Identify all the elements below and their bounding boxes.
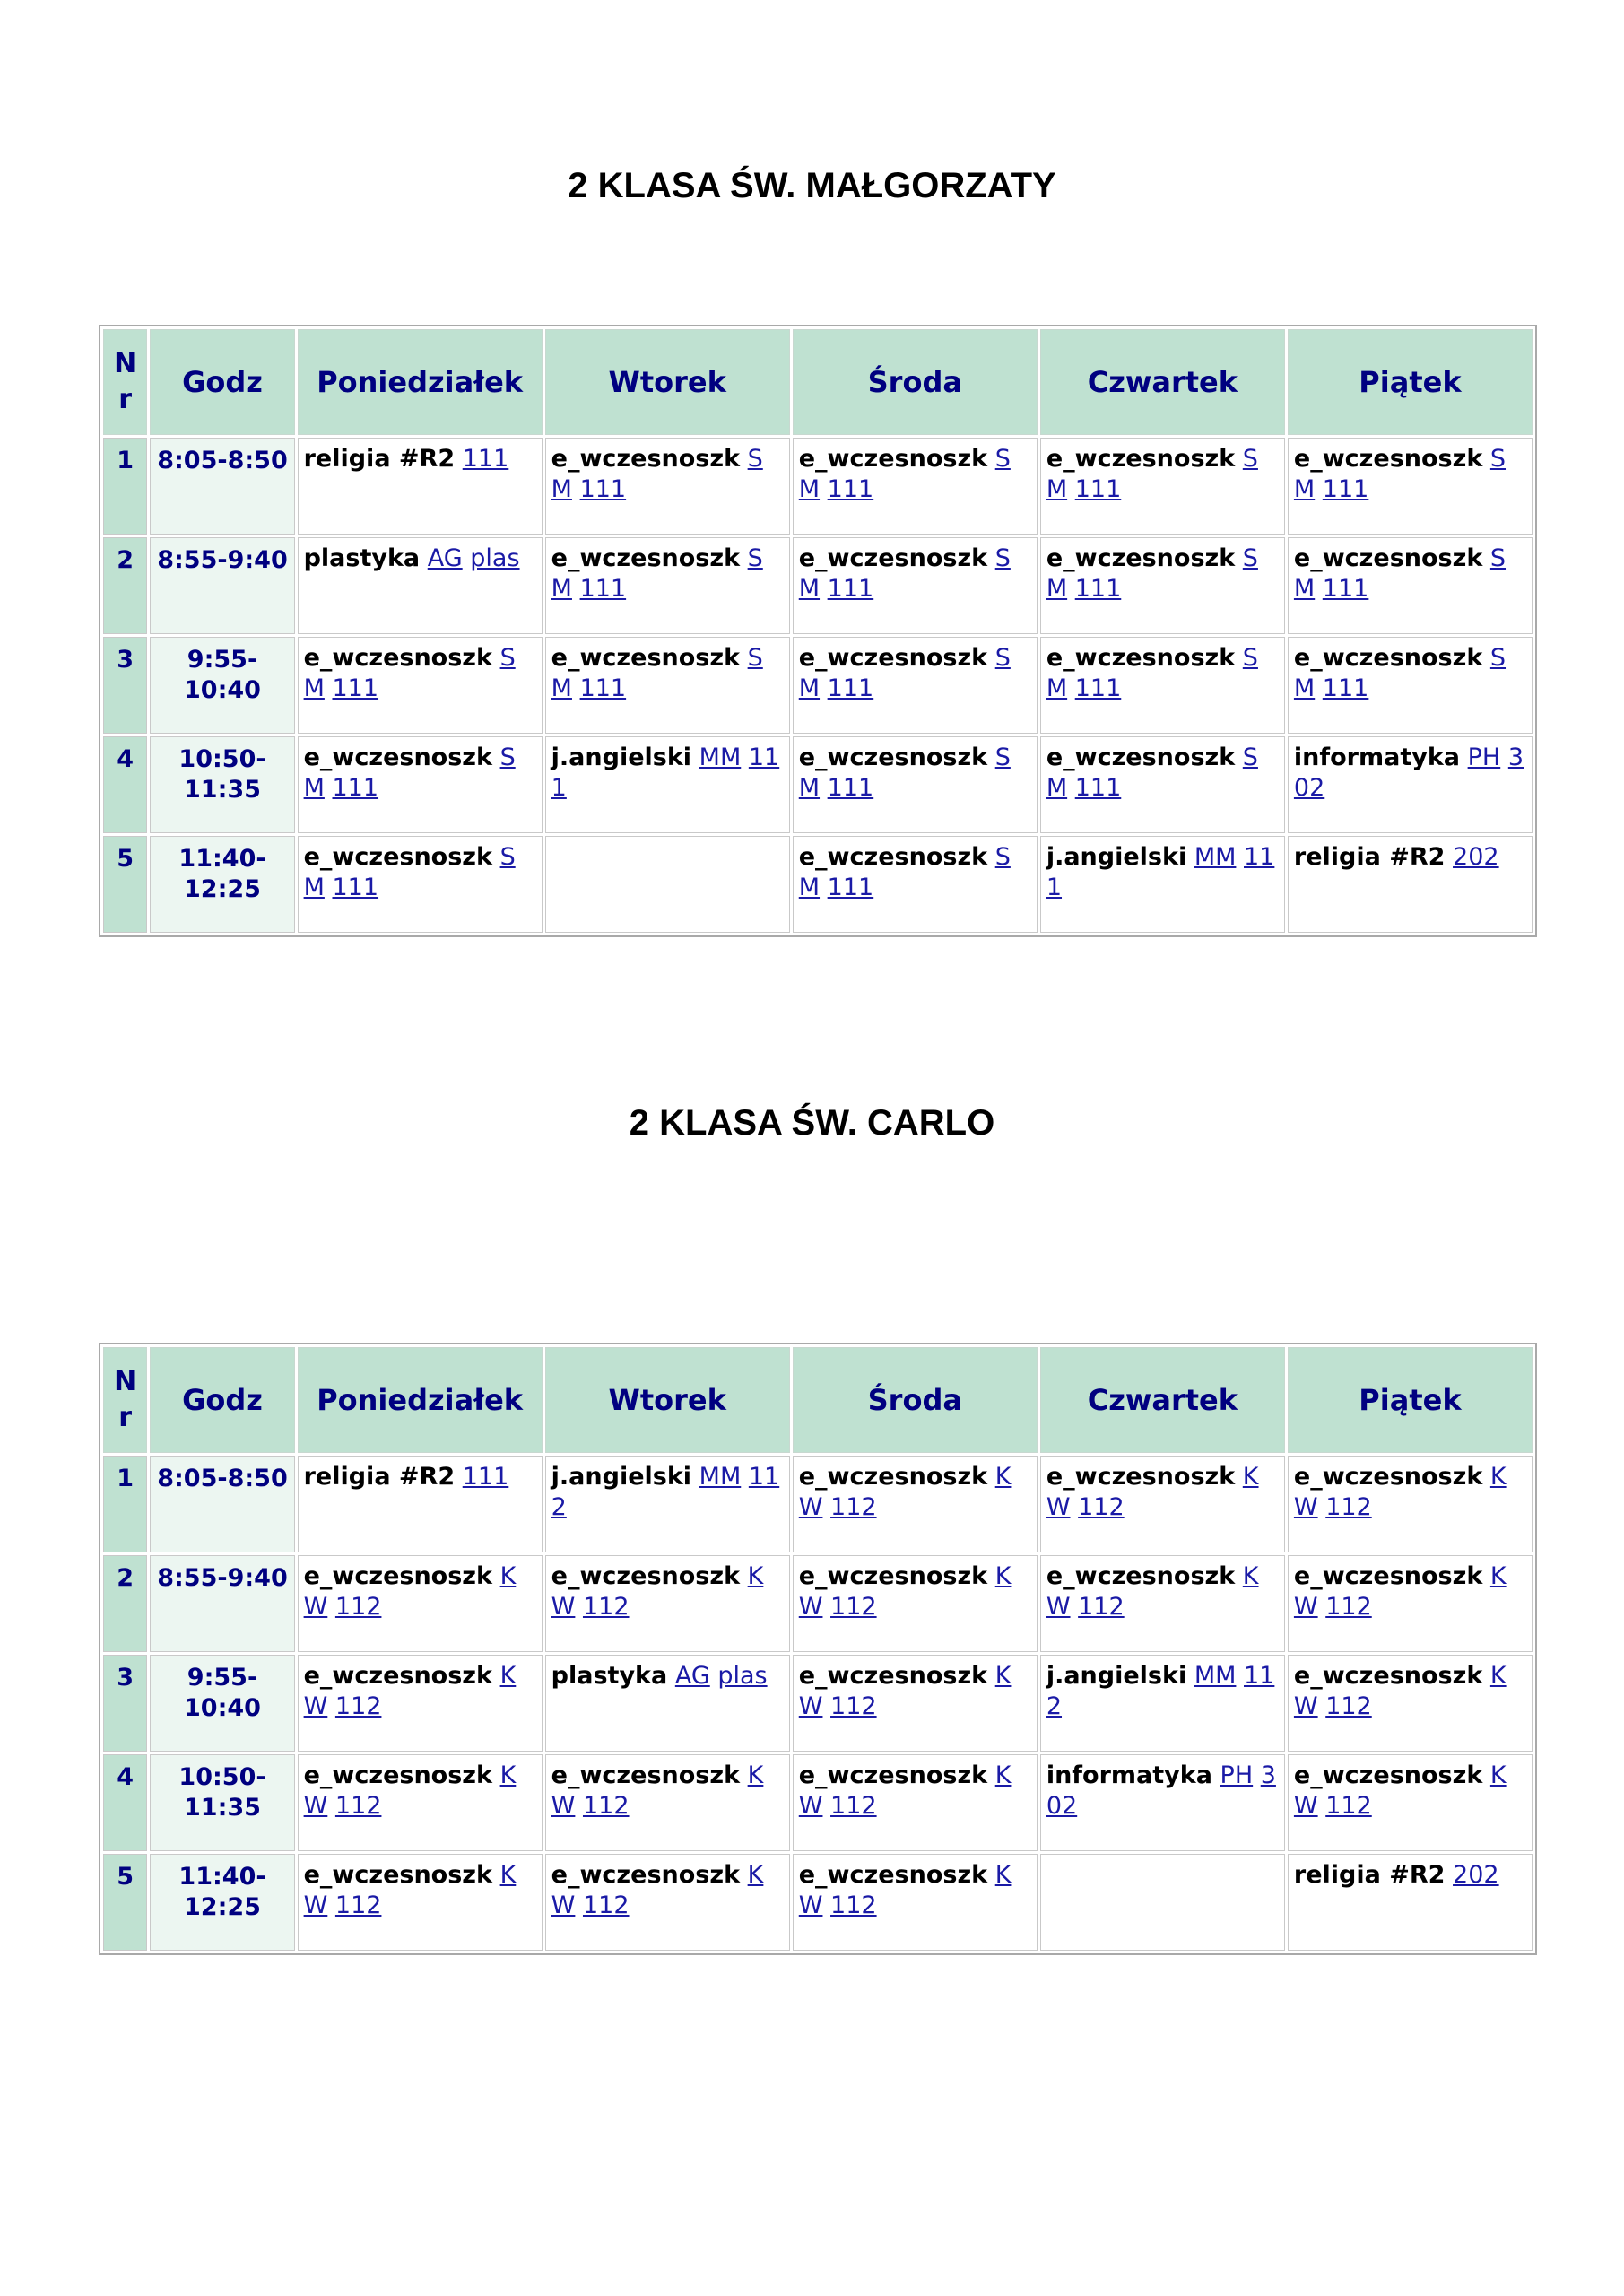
room-link[interactable]: 302	[1293, 744, 1524, 802]
room-link[interactable]: 112	[334, 1892, 382, 1919]
header-row	[103, 1347, 1533, 1453]
room-link[interactable]: 111	[579, 575, 627, 603]
room-link[interactable]: 112	[551, 1463, 780, 1521]
teacher-link[interactable]: SM	[1293, 544, 1507, 603]
subject-name: e_wczesnoszk	[1293, 644, 1483, 672]
teacher-link[interactable]: SM	[303, 644, 516, 702]
lesson-cell	[1288, 637, 1533, 734]
table-row	[103, 1456, 1533, 1552]
lesson-time: 11:40-12:25	[150, 1854, 294, 1951]
subject-name: e_wczesnoszk	[798, 744, 988, 771]
subject-name: informatyka	[1293, 744, 1461, 771]
subject-name: e_wczesnoszk	[1046, 544, 1236, 572]
teacher-link[interactable]: KW	[551, 1861, 764, 1919]
room-link[interactable]: 111	[827, 774, 874, 802]
room-link[interactable]: plas	[470, 544, 520, 572]
room-link[interactable]: 112	[830, 1892, 877, 1919]
subject-name: e_wczesnoszk	[303, 644, 492, 672]
teacher-link[interactable]: KW	[551, 1562, 764, 1621]
column-header: Środa	[793, 1347, 1038, 1453]
lesson-cell	[298, 438, 543, 535]
lesson-cell	[793, 1854, 1038, 1951]
teacher-link[interactable]: SM	[1293, 445, 1507, 503]
table-row	[103, 438, 1533, 535]
table-row	[103, 1655, 1533, 1752]
teacher-link[interactable]: MM	[1194, 1662, 1237, 1690]
room-link[interactable]: 111	[1322, 475, 1369, 503]
room-link[interactable]: 112	[1325, 1493, 1372, 1521]
teacher-link[interactable]: SM	[1046, 644, 1258, 702]
lesson-cell	[545, 1555, 790, 1652]
subject-name: e_wczesnoszk	[798, 1861, 988, 1889]
subject-name: e_wczesnoszk	[551, 544, 741, 572]
subject-name: e_wczesnoszk	[551, 1761, 741, 1789]
lesson-time: 9:55-10:40	[150, 1655, 294, 1752]
subject-name: e_wczesnoszk	[303, 1761, 492, 1789]
room-link[interactable]: 111	[1074, 774, 1122, 802]
lesson-number: 4	[103, 736, 147, 833]
lesson-cell	[298, 1854, 543, 1951]
teacher-link[interactable]: SM	[1293, 644, 1507, 702]
table-row	[103, 1555, 1533, 1652]
subject-name: j.angielski	[551, 1463, 692, 1491]
subject-name: plastyka	[303, 544, 421, 572]
teacher-link[interactable]: KW	[1293, 1463, 1507, 1521]
timetable-title: 2 KLASA ŚW. CARLO	[629, 1103, 995, 1143]
lesson-cell	[1288, 1555, 1533, 1652]
column-header: Nr	[103, 329, 147, 435]
subject-name: religia #R2	[1293, 843, 1446, 871]
table-row	[103, 637, 1533, 734]
room-link[interactable]: 112	[830, 1692, 877, 1720]
lesson-cell	[1288, 1655, 1533, 1752]
lesson-cell	[545, 1655, 790, 1752]
column-header: Czwartek	[1040, 1347, 1285, 1453]
teacher-link[interactable]: KW	[303, 1562, 517, 1621]
lesson-cell	[545, 836, 790, 933]
room-link[interactable]: 112	[334, 1692, 382, 1720]
column-header: Środa	[793, 329, 1038, 435]
lesson-cell	[793, 1555, 1038, 1652]
lesson-time: 8:05-8:50	[150, 1456, 294, 1552]
teacher-link[interactable]: KW	[798, 1861, 1012, 1919]
table-row	[103, 736, 1533, 833]
teacher-link[interactable]: KW	[1293, 1562, 1507, 1621]
subject-name: e_wczesnoszk	[798, 445, 988, 473]
subject-name: religia #R2	[303, 445, 456, 473]
lesson-cell	[1040, 1456, 1285, 1552]
lesson-cell	[545, 1854, 790, 1951]
lesson-cell	[298, 637, 543, 734]
room-link[interactable]: 111	[1046, 843, 1275, 901]
timetable-container	[99, 1343, 1537, 1955]
room-link[interactable]: 111	[332, 874, 379, 901]
subject-name: e_wczesnoszk	[1293, 1662, 1483, 1690]
room-link[interactable]: 112	[582, 1792, 630, 1820]
timetable-title: 2 KLASA ŚW. MAŁGORZATY	[568, 166, 1056, 205]
subject-name: e_wczesnoszk	[1046, 744, 1236, 771]
subject-name: e_wczesnoszk	[798, 1761, 988, 1789]
lesson-time: 11:40-12:25	[150, 836, 294, 933]
teacher-link[interactable]: AG	[674, 1662, 710, 1690]
column-header: Wtorek	[545, 329, 790, 435]
lesson-number: 4	[103, 1754, 147, 1851]
lesson-cell	[1288, 1754, 1533, 1851]
lesson-time: 10:50-11:35	[150, 736, 294, 833]
lesson-cell	[1040, 537, 1285, 634]
teacher-link[interactable]: KW	[303, 1662, 517, 1720]
lesson-number: 3	[103, 1655, 147, 1752]
lesson-cell	[1040, 1754, 1285, 1851]
room-link[interactable]: 112	[334, 1792, 382, 1820]
room-link[interactable]: 112	[1325, 1692, 1372, 1720]
teacher-link[interactable]: MM	[699, 744, 742, 771]
lesson-cell	[298, 836, 543, 933]
table-row	[103, 537, 1533, 634]
lesson-cell	[1040, 637, 1285, 734]
lesson-cell	[793, 438, 1038, 535]
lesson-cell	[1288, 1854, 1533, 1951]
subject-name: e_wczesnoszk	[798, 1662, 988, 1690]
room-link[interactable]: 111	[551, 744, 780, 802]
teacher-link[interactable]: SM	[1046, 544, 1258, 603]
table-row	[103, 1754, 1533, 1851]
subject-name: e_wczesnoszk	[1046, 644, 1236, 672]
timetable	[100, 326, 1535, 935]
teacher-link[interactable]: MM	[699, 1463, 742, 1491]
teacher-link[interactable]: SM	[551, 544, 763, 603]
lesson-number: 5	[103, 1854, 147, 1951]
teacher-link[interactable]: KW	[1293, 1761, 1507, 1820]
subject-name: e_wczesnoszk	[1293, 1562, 1483, 1590]
teacher-link[interactable]: KW	[551, 1761, 764, 1820]
teacher-link[interactable]: KW	[1046, 1463, 1259, 1521]
lesson-cell	[545, 1754, 790, 1851]
column-header: Poniedziałek	[298, 329, 543, 435]
lesson-cell	[1040, 1655, 1285, 1752]
room-link[interactable]: 112	[1046, 1662, 1275, 1720]
teacher-link[interactable]: KW	[798, 1761, 1012, 1820]
teacher-link[interactable]: SM	[798, 744, 1011, 802]
teacher-link[interactable]: SM	[798, 843, 1011, 901]
subject-name: e_wczesnoszk	[551, 644, 741, 672]
teacher-link[interactable]: KW	[798, 1562, 1012, 1621]
subject-name: e_wczesnoszk	[1046, 1562, 1236, 1590]
subject-name: informatyka	[1046, 1761, 1212, 1789]
room-link[interactable]: 111	[1074, 475, 1122, 503]
subject-name: e_wczesnoszk	[798, 1463, 988, 1491]
timetable	[100, 1344, 1535, 1953]
teacher-link[interactable]: KW	[1046, 1562, 1259, 1621]
teacher-link[interactable]: PH	[1220, 1761, 1254, 1789]
lesson-cell	[298, 1754, 543, 1851]
lesson-cell	[298, 537, 543, 634]
teacher-link[interactable]: KW	[303, 1761, 517, 1820]
subject-name: e_wczesnoszk	[1293, 1761, 1483, 1789]
room-link[interactable]: 111	[827, 874, 874, 901]
column-header: Godz	[150, 329, 294, 435]
table-row	[103, 1854, 1533, 1951]
lesson-cell	[298, 1655, 543, 1752]
lesson-cell	[1040, 1555, 1285, 1652]
subject-name: e_wczesnoszk	[303, 843, 492, 871]
subject-name: e_wczesnoszk	[551, 1861, 741, 1889]
lesson-time: 8:55-9:40	[150, 1555, 294, 1652]
teacher-link[interactable]: SM	[303, 744, 516, 802]
room-link[interactable]: 111	[579, 674, 627, 702]
room-link[interactable]: 112	[1078, 1593, 1125, 1621]
teacher-link[interactable]: KW	[303, 1861, 517, 1919]
room-link[interactable]: 111	[462, 1463, 509, 1491]
room-link[interactable]: 111	[1322, 674, 1369, 702]
subject-name: e_wczesnoszk	[798, 644, 988, 672]
subject-name: e_wczesnoszk	[303, 1662, 492, 1690]
subject-name: e_wczesnoszk	[303, 744, 492, 771]
teacher-link[interactable]: SM	[551, 445, 763, 503]
subject-name: e_wczesnoszk	[1293, 445, 1483, 473]
column-header: Piątek	[1288, 329, 1533, 435]
subject-name: e_wczesnoszk	[551, 1562, 741, 1590]
room-link[interactable]: 202	[1453, 843, 1499, 871]
column-header: Poniedziałek	[298, 1347, 543, 1453]
timetable-container	[99, 325, 1537, 937]
teacher-link[interactable]: SM	[1046, 744, 1258, 802]
lesson-cell	[1040, 438, 1285, 535]
lesson-cell	[1040, 1854, 1285, 1951]
lesson-cell	[1040, 836, 1285, 933]
room-link[interactable]: 111	[579, 475, 627, 503]
lesson-number: 1	[103, 438, 147, 535]
lesson-cell	[298, 1555, 543, 1652]
lesson-time: 8:05-8:50	[150, 438, 294, 535]
room-link[interactable]: 111	[332, 674, 379, 702]
lesson-cell	[1288, 438, 1533, 535]
subject-name: j.angielski	[551, 744, 692, 771]
column-header: Wtorek	[545, 1347, 790, 1453]
lesson-cell	[793, 836, 1038, 933]
subject-name: e_wczesnoszk	[303, 1562, 492, 1590]
lesson-cell	[793, 537, 1038, 634]
room-link[interactable]: 111	[1074, 674, 1122, 702]
room-link[interactable]: 111	[462, 445, 509, 473]
lesson-cell	[793, 637, 1038, 734]
teacher-link[interactable]: SM	[798, 445, 1011, 503]
lesson-time: 10:50-11:35	[150, 1754, 294, 1851]
column-header: Czwartek	[1040, 329, 1285, 435]
column-header: Nr	[103, 1347, 147, 1453]
subject-name: j.angielski	[1046, 843, 1187, 871]
lesson-cell	[793, 1456, 1038, 1552]
lesson-cell	[793, 736, 1038, 833]
lesson-cell	[545, 637, 790, 734]
lesson-time: 9:55-10:40	[150, 637, 294, 734]
subject-name: e_wczesnoszk	[798, 843, 988, 871]
lesson-cell	[545, 438, 790, 535]
lesson-number: 1	[103, 1456, 147, 1552]
room-link[interactable]: 111	[827, 674, 874, 702]
teacher-link[interactable]: KW	[1293, 1662, 1507, 1720]
room-link[interactable]: 112	[1325, 1593, 1372, 1621]
teacher-link[interactable]: SM	[1046, 445, 1258, 503]
lesson-cell	[1040, 736, 1285, 833]
lesson-number: 2	[103, 537, 147, 634]
teacher-link[interactable]: AG	[427, 544, 463, 572]
header-row	[103, 329, 1533, 435]
lesson-number: 3	[103, 637, 147, 734]
lesson-cell	[545, 1456, 790, 1552]
teacher-link[interactable]: SM	[798, 544, 1011, 603]
subject-name: e_wczesnoszk	[303, 1861, 492, 1889]
room-link[interactable]: 112	[830, 1593, 877, 1621]
column-header: Godz	[150, 1347, 294, 1453]
lesson-cell	[298, 1456, 543, 1552]
subject-name: e_wczesnoszk	[1046, 1463, 1236, 1491]
lesson-number: 5	[103, 836, 147, 933]
room-link[interactable]: 112	[582, 1892, 630, 1919]
lesson-cell	[1288, 1456, 1533, 1552]
subject-name: e_wczesnoszk	[1046, 445, 1236, 473]
teacher-link[interactable]: SM	[798, 644, 1011, 702]
lesson-cell	[793, 1655, 1038, 1752]
table-row	[103, 836, 1533, 933]
teacher-link[interactable]: MM	[1194, 843, 1237, 871]
lesson-cell	[793, 1754, 1038, 1851]
lesson-time: 8:55-9:40	[150, 537, 294, 634]
room-link[interactable]: 112	[830, 1792, 877, 1820]
room-link[interactable]: 111	[1074, 575, 1122, 603]
teacher-link[interactable]: SM	[551, 644, 763, 702]
teacher-link[interactable]: KW	[798, 1662, 1012, 1720]
room-link[interactable]: plas	[717, 1662, 768, 1690]
lesson-cell	[1288, 537, 1533, 634]
subject-name: e_wczesnoszk	[551, 445, 741, 473]
room-link[interactable]: 302	[1046, 1761, 1276, 1820]
subject-name: j.angielski	[1046, 1662, 1187, 1690]
teacher-link[interactable]: SM	[303, 843, 516, 901]
room-link[interactable]: 112	[1078, 1493, 1125, 1521]
room-link[interactable]: 111	[827, 475, 874, 503]
room-link[interactable]: 111	[332, 774, 379, 802]
lesson-number: 2	[103, 1555, 147, 1652]
subject-name: e_wczesnoszk	[1293, 1463, 1483, 1491]
subject-name: e_wczesnoszk	[798, 544, 988, 572]
column-header: Piątek	[1288, 1347, 1533, 1453]
room-link[interactable]: 112	[582, 1593, 630, 1621]
room-link[interactable]: 112	[830, 1493, 877, 1521]
lesson-cell	[1288, 736, 1533, 833]
lesson-cell	[298, 736, 543, 833]
lesson-cell	[545, 537, 790, 634]
subject-name: plastyka	[551, 1662, 668, 1690]
subject-name: e_wczesnoszk	[1293, 544, 1483, 572]
room-link[interactable]: 111	[1322, 575, 1369, 603]
subject-name: religia #R2	[1293, 1861, 1446, 1889]
room-link[interactable]: 112	[334, 1593, 382, 1621]
room-link[interactable]: 111	[827, 575, 874, 603]
teacher-link[interactable]: KW	[798, 1463, 1012, 1521]
subject-name: e_wczesnoszk	[798, 1562, 988, 1590]
teacher-link[interactable]: PH	[1467, 744, 1501, 771]
room-link[interactable]: 112	[1325, 1792, 1372, 1820]
lesson-cell	[545, 736, 790, 833]
subject-name: religia #R2	[303, 1463, 456, 1491]
room-link[interactable]: 202	[1453, 1861, 1499, 1889]
lesson-cell	[1288, 836, 1533, 933]
